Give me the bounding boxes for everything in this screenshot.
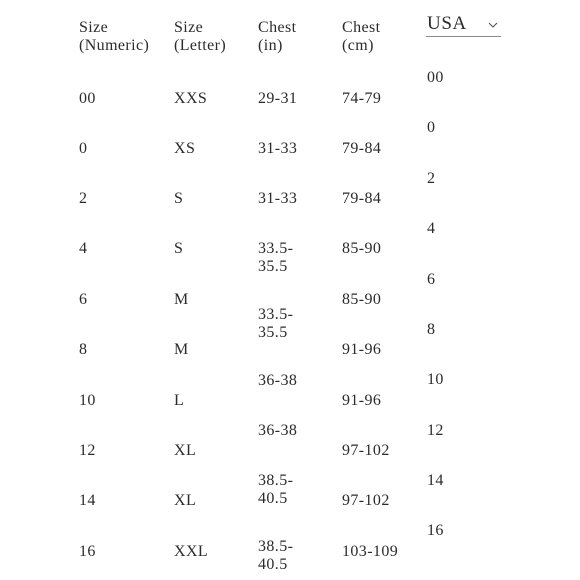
chevron-down-icon	[488, 21, 498, 29]
cell-region-size: 2	[427, 170, 436, 187]
cell-chest-in-line2: 35.5	[258, 258, 288, 275]
cell-chest-cm: 74-79	[342, 90, 382, 107]
cell-numeric: 8	[79, 341, 88, 358]
cell-chest-cm: 91-96	[342, 392, 382, 409]
cell-chest-in: 36-38	[258, 422, 298, 439]
region-select-value: USA	[427, 13, 467, 34]
cell-chest-in-line2: 40.5	[258, 556, 288, 573]
cell-letter: L	[174, 392, 185, 409]
cell-chest-in: 29-31	[258, 90, 298, 107]
header-chest-in-line1: Chest	[258, 19, 297, 36]
cell-chest-cm: 85-90	[342, 240, 382, 257]
cell-region-size: 12	[427, 422, 444, 439]
cell-chest-cm: 79-84	[342, 190, 382, 207]
header-size-numeric	[79, 19, 149, 55]
region-select[interactable]	[426, 12, 501, 37]
header-chest-cm-line2: (cm)	[342, 37, 374, 54]
cell-chest-in-line1: 33.5-	[258, 240, 294, 257]
cell-region-size: 4	[427, 220, 436, 237]
cell-letter: XL	[174, 442, 197, 459]
header-size-numeric-line2: (Numeric)	[79, 37, 150, 54]
cell-region-size: 8	[427, 321, 436, 338]
cell-letter: XXS	[174, 90, 208, 107]
header-chest-cm	[342, 19, 380, 55]
cell-chest-in-line2: 35.5	[258, 324, 288, 341]
cell-letter: M	[174, 291, 189, 308]
cell-chest-in: 36-38	[258, 372, 298, 389]
cell-chest-cm: 97-102	[342, 492, 390, 509]
cell-chest-in-line1: 38.5-	[258, 472, 294, 489]
cell-chest-in: 31-33	[258, 140, 298, 157]
cell-numeric: 2	[79, 190, 88, 207]
cell-chest-cm: 91-96	[342, 341, 382, 358]
cell-chest-in	[258, 240, 293, 276]
cell-chest-in: 31-33	[258, 190, 298, 207]
cell-numeric: 14	[79, 492, 96, 509]
cell-chest-in-line2: 40.5	[258, 490, 288, 507]
header-size-letter-line2: (Letter)	[174, 37, 227, 54]
cell-chest-cm: 97-102	[342, 442, 390, 459]
cell-region-size: 10	[427, 371, 444, 388]
cell-numeric: 12	[79, 442, 96, 459]
cell-region-size: 14	[427, 472, 444, 489]
cell-numeric: 4	[79, 240, 88, 257]
header-chest-cm-line1: Chest	[342, 19, 381, 36]
cell-region-size: 16	[427, 522, 444, 539]
cell-numeric: 10	[79, 392, 96, 409]
header-size-letter	[174, 19, 226, 55]
header-size-letter-line1: Size	[174, 19, 204, 36]
cell-chest-in-line1: 33.5-	[258, 306, 294, 323]
header-chest-in	[258, 19, 296, 55]
cell-letter: M	[174, 341, 189, 358]
header-size-numeric-line1: Size	[79, 19, 109, 36]
cell-numeric: 00	[79, 90, 96, 107]
cell-region-size: 00	[427, 69, 444, 86]
cell-chest-in	[258, 538, 293, 574]
cell-chest-cm: 79-84	[342, 140, 382, 157]
cell-chest-in	[258, 306, 293, 342]
cell-numeric: 0	[79, 140, 88, 157]
cell-letter: XS	[174, 140, 196, 157]
cell-letter: XL	[174, 492, 197, 509]
cell-letter: S	[174, 190, 184, 207]
cell-chest-in-line1: 38.5-	[258, 538, 294, 555]
cell-letter: S	[174, 240, 184, 257]
cell-numeric: 16	[79, 543, 96, 560]
cell-region-size: 0	[427, 119, 436, 136]
cell-letter: XXL	[174, 543, 209, 560]
header-chest-in-line2: (in)	[258, 37, 283, 54]
cell-region-size: 6	[427, 271, 436, 288]
cell-numeric: 6	[79, 291, 88, 308]
cell-chest-cm: 103-109	[342, 543, 399, 560]
cell-chest-cm: 85-90	[342, 291, 382, 308]
cell-chest-in	[258, 472, 293, 508]
